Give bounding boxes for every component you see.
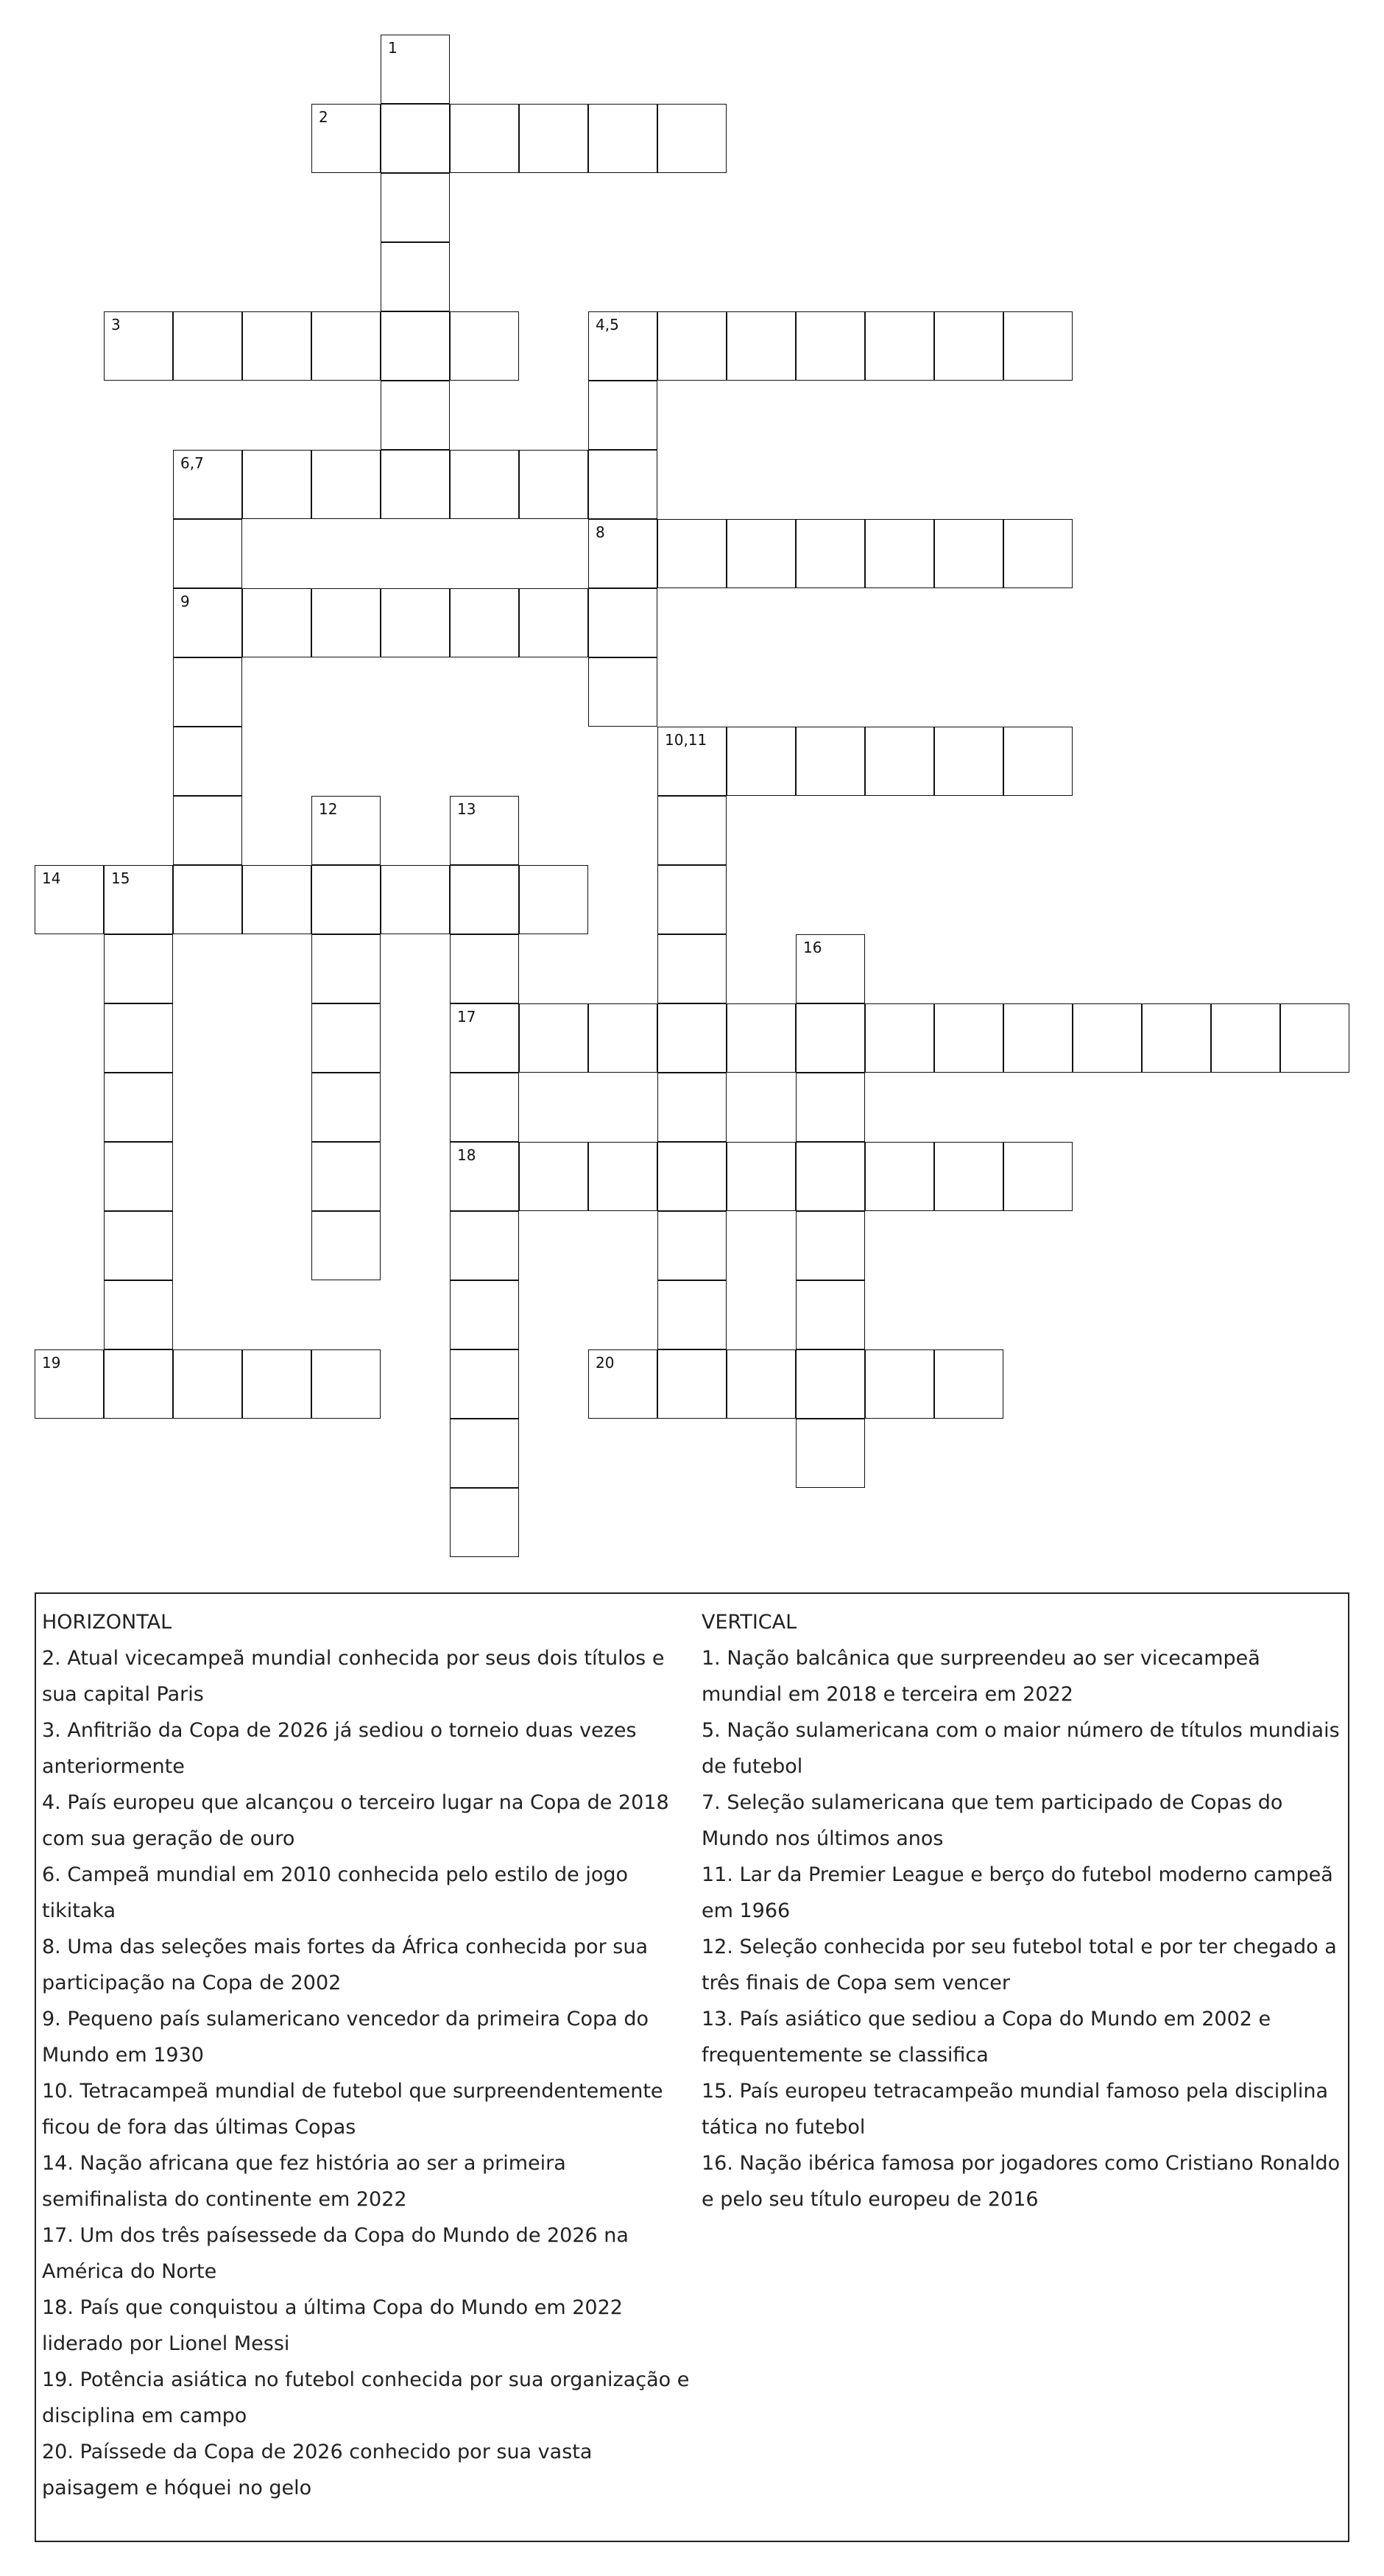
grid-cell[interactable] [381,242,450,311]
grid-cell[interactable] [381,588,450,657]
grid-cell[interactable] [519,1142,588,1211]
grid-cell[interactable] [450,1419,519,1488]
grid-cell[interactable] [1003,727,1073,796]
grid-cell[interactable] [381,104,450,173]
grid-cell[interactable] [588,381,657,450]
clue-v-13: 13. País asiático que sediou a Copa do Mundo em 2002 e frequentemente se classifica [702,2008,1271,2067]
grid-cell[interactable] [173,311,242,381]
grid-cell[interactable] [657,796,727,865]
grid-cell[interactable] [104,1073,173,1142]
grid-cell[interactable] [657,519,727,588]
clue-number: 17 [457,1008,476,1026]
grid-cell[interactable] [104,1280,173,1349]
grid-cell[interactable] [1142,1003,1211,1073]
clue-h-9: 9. Pequeno país sulamericano vencedor da primeira Copa do Mundo em 1930 [42,2008,649,2067]
clue-h-2: 2. Atual vicecampeã mundial conhecida por seus dois títulos e sua capital Paris [42,1647,665,1706]
grid-cell[interactable] [934,1349,1003,1419]
horizontal-title: HORIZONTAL [42,1611,172,1634]
grid-cell[interactable] [588,657,657,727]
grid-cell[interactable] [35,865,104,934]
grid-cell[interactable] [381,865,450,934]
grid-cell[interactable] [727,519,796,588]
grid-cell[interactable] [865,727,934,796]
grid-cell[interactable] [450,796,519,865]
grid-cell[interactable] [35,1349,104,1419]
grid-cell[interactable] [588,519,657,588]
grid-cell[interactable] [450,1142,519,1211]
grid-cell[interactable] [519,1003,588,1073]
grid-cell[interactable] [450,311,519,381]
grid-cell[interactable] [1280,1003,1349,1073]
clue-number: 15 [111,869,130,887]
clue-v-12: 12. Seleção conhecida por seu futebol total e por ter chegado a três finais de Copa sem vencer [702,1935,1337,1994]
grid-cell[interactable] [657,311,727,381]
grid-cell[interactable] [796,311,865,381]
grid-cell[interactable] [311,588,381,657]
grid-cell[interactable] [796,727,865,796]
grid-cell[interactable] [311,104,381,173]
grid-cell[interactable] [104,934,173,1003]
grid-cell[interactable] [311,1003,381,1073]
grid-cell[interactable] [242,588,311,657]
clue-number: 4,5 [596,316,619,334]
grid-cell[interactable] [173,796,242,865]
clue-h-14: 14. Nação africana que fez história ao ser a primeira semifinalista do continente em 2022 [42,2152,566,2211]
grid-cell[interactable] [657,1003,727,1073]
grid-cell[interactable] [588,1349,657,1419]
grid-cell[interactable] [519,865,588,934]
clue-number: 18 [457,1146,476,1164]
grid-cell[interactable] [450,865,519,934]
clue-number: 13 [457,800,476,818]
clue-h-3: 3. Anfitrião da Copa de 2026 já sediou o torneio duas vezes anteriormente [42,1719,637,1778]
grid-cell[interactable] [727,1349,796,1419]
grid-cell[interactable] [381,450,450,519]
grid-cell[interactable] [381,35,450,104]
grid-cell[interactable] [796,934,865,1003]
grid-cell[interactable] [796,1003,865,1073]
horizontal-clues [42,1604,690,2506]
grid-cell[interactable] [519,104,588,173]
grid-cell[interactable] [173,657,242,727]
grid-cell[interactable] [450,1280,519,1349]
clue-v-7: 7. Seleção sulamericana que tem participado de Copas do Mundo nos últimos anos [702,1791,1283,1850]
clue-h-6: 6. Campeã mundial em 2010 conhecida pelo estilo de jogo tikitaka [42,1863,629,1922]
grid-cell[interactable] [865,311,934,381]
grid-cell[interactable] [173,519,242,588]
grid-cell[interactable] [173,1349,242,1419]
grid-cell[interactable] [865,1003,934,1073]
grid-cell[interactable] [173,588,242,657]
clue-number: 12 [319,800,338,818]
clue-number: 20 [596,1354,615,1372]
grid-cell[interactable] [311,1142,381,1211]
clue-number: 16 [803,939,822,956]
grid-cell[interactable] [796,1280,865,1349]
clue-v-16: 16. Nação ibérica famosa por jogadores como Cristiano Ronaldo e pelo seu título europeu de 2016 [702,2152,1341,2211]
grid-cell[interactable] [381,381,450,450]
grid-cell[interactable] [242,1349,311,1419]
grid-cell[interactable] [311,796,381,865]
grid-cell[interactable] [1073,1003,1142,1073]
grid-cell[interactable] [657,1349,727,1419]
grid-cell[interactable] [796,1073,865,1142]
grid-cell[interactable] [588,1003,657,1073]
grid-cell[interactable] [865,1142,934,1211]
grid-cell[interactable] [311,1349,381,1419]
grid-cell[interactable] [450,1073,519,1142]
grid-cell[interactable] [588,588,657,657]
grid-cell[interactable] [242,311,311,381]
grid-cell[interactable] [311,1211,381,1280]
grid-cell[interactable] [450,1488,519,1557]
clue-number: 10,11 [665,731,707,749]
grid-cell[interactable] [173,450,242,519]
grid-cell[interactable] [657,1073,727,1142]
grid-cell[interactable] [450,1349,519,1419]
grid-cell[interactable] [519,588,588,657]
grid-cell[interactable] [727,727,796,796]
grid-cell[interactable] [450,934,519,1003]
grid-cell[interactable] [173,727,242,796]
grid-cell[interactable] [104,1211,173,1280]
grid-cell[interactable] [657,727,727,796]
grid-cell[interactable] [1003,311,1073,381]
clue-number: 1 [388,39,398,57]
grid-cell[interactable] [796,519,865,588]
grid-cell[interactable] [657,865,727,934]
grid-cell[interactable] [104,1003,173,1073]
grid-cell[interactable] [657,1142,727,1211]
grid-cell[interactable] [934,727,1003,796]
clue-v-11: 11. Lar da Premier League e berço do futebol moderno campeã em 1966 [702,1863,1333,1922]
grid-cell[interactable] [104,311,173,381]
grid-cell[interactable] [242,450,311,519]
grid-cell[interactable] [1003,1142,1073,1211]
grid-cell[interactable] [450,588,519,657]
grid-cell[interactable] [588,104,657,173]
grid-cell[interactable] [727,1003,796,1073]
grid-cell[interactable] [934,1003,1003,1073]
grid-cell[interactable] [796,1211,865,1280]
grid-cell[interactable] [588,1142,657,1211]
clue-number: 14 [42,869,61,887]
clue-v-15: 15. País europeu tetracampeão mundial famoso pela disciplina tática no futebol [702,2080,1329,2139]
grid-cell[interactable] [934,519,1003,588]
clue-h-18: 18. País que conquistou a última Copa do Mundo em 2022 liderado por Lionel Messi [42,2296,623,2355]
grid-cell[interactable] [657,934,727,1003]
clue-number: 3 [111,316,121,334]
clue-number: 8 [596,523,605,541]
grid-cell[interactable] [588,311,657,381]
grid-cell[interactable] [934,1142,1003,1211]
grid-cell[interactable] [1003,1003,1073,1073]
grid-cell[interactable] [934,311,1003,381]
clue-h-8: 8. Uma das seleções mais fortes da África conhecida por sua participação na Copa de 2002 [42,1935,648,1994]
grid-cell[interactable] [311,450,381,519]
clue-h-20: 20. Paíssede da Copa de 2026 conhecido por sua vasta paisagem e hóquei no gelo [42,2441,593,2499]
clue-number: 19 [42,1354,61,1372]
clue-number: 9 [180,593,190,610]
clue-number: 2 [319,108,328,126]
grid-cell[interactable] [450,450,519,519]
grid-cell[interactable] [796,1142,865,1211]
grid-cell[interactable] [865,1349,934,1419]
clue-h-4: 4. País europeu que alcançou o terceiro lugar na Copa de 2018 com sua geração de ouro [42,1791,669,1850]
grid-cell[interactable] [1003,519,1073,588]
grid-cell[interactable] [796,1349,865,1419]
grid-cell[interactable] [796,1419,865,1488]
clue-h-17: 17. Um dos três paísessede da Copa do Mundo de 2026 na América do Norte [42,2224,629,2283]
grid-cell[interactable] [450,1003,519,1073]
grid-cell[interactable] [311,1073,381,1142]
vertical-title: VERTICAL [702,1611,797,1634]
clue-v-5: 5. Nação sulamericana com o maior número de títulos mundiais de futebol [702,1719,1340,1778]
grid-cell[interactable] [1211,1003,1280,1073]
grid-cell[interactable] [450,104,519,173]
grid-cell[interactable] [588,450,657,519]
grid-cell[interactable] [311,311,381,381]
grid-cell[interactable] [242,865,311,934]
grid-cell[interactable] [104,1142,173,1211]
grid-cell[interactable] [104,1349,173,1419]
grid-cell[interactable] [450,1211,519,1280]
clue-h-10: 10. Tetracampeã mundial de futebol que surpreendentemente ficou de fora das últimas Copas [42,2080,663,2139]
clues-box [35,1592,1349,2542]
grid-cell[interactable] [519,450,588,519]
grid-cell[interactable] [381,173,450,242]
clue-v-1: 1. Nação balcânica que surpreendeu ao ser vicecampeã mundial em 2018 e terceira em 2022 [702,1647,1260,1706]
grid-cell[interactable] [311,865,381,934]
clue-h-19: 19. Potência asiática no futebol conhecida por sua organização e disciplina em campo [42,2368,690,2427]
clue-number: 6,7 [180,454,204,472]
grid-cell[interactable] [657,104,727,173]
grid-cell[interactable] [381,311,450,381]
grid-cell[interactable] [657,1280,727,1349]
grid-cell[interactable] [727,1142,796,1211]
vertical-clues [702,1604,1342,2217]
grid-cell[interactable] [727,311,796,381]
grid-cell[interactable] [173,865,242,934]
grid-cell[interactable] [311,934,381,1003]
grid-cell[interactable] [104,865,173,934]
grid-cell[interactable] [865,519,934,588]
grid-cell[interactable] [657,1211,727,1280]
